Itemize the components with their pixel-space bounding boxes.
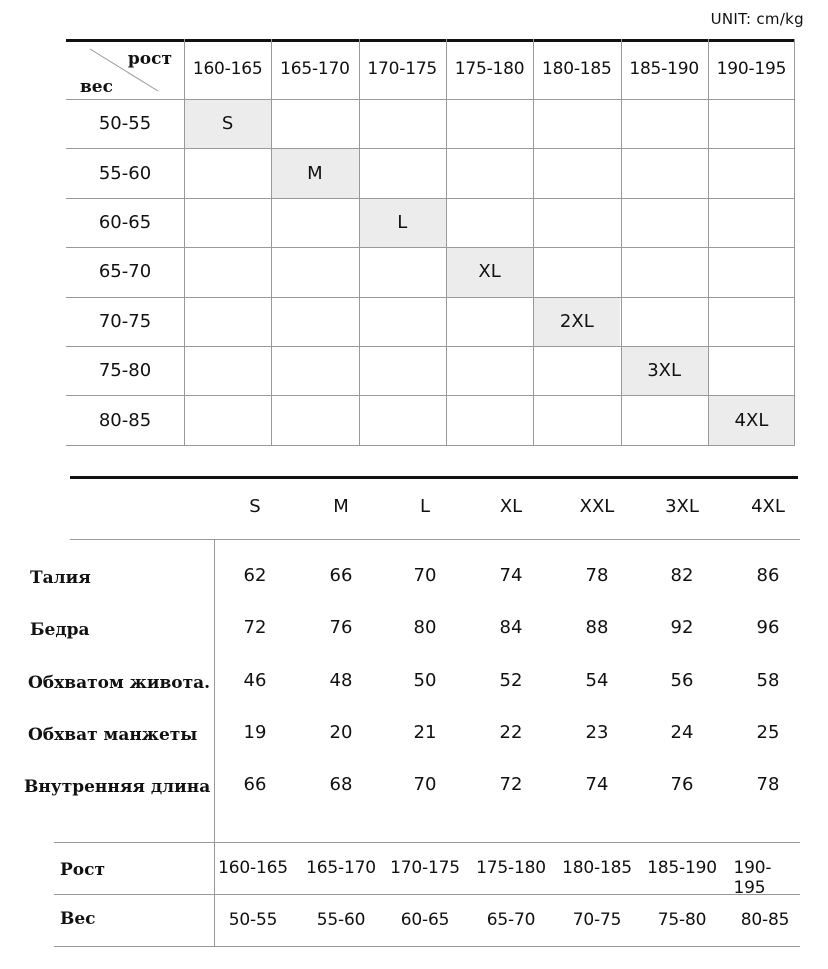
measurement-value: 80 (413, 617, 437, 638)
grid-row-divider (66, 395, 795, 396)
measurement-value: 22 (499, 722, 523, 743)
measurement-value: 54 (585, 670, 609, 691)
grid-height-header: 190-195 (716, 59, 787, 79)
bottom-weight-value: 60-65 (400, 910, 450, 930)
measurement-value: 78 (585, 565, 609, 586)
corner-diagonal-line (66, 39, 184, 99)
measurement-value: 68 (329, 774, 353, 795)
measurement-value: 92 (670, 617, 694, 638)
measurement-value: 48 (329, 670, 353, 691)
measurement-value: 76 (670, 774, 694, 795)
grid-empty-cell (271, 99, 358, 148)
measurement-label-divider (214, 539, 215, 846)
measurement-header-divider (70, 539, 800, 540)
grid-empty-cell (621, 247, 708, 296)
grid-empty-cell (359, 346, 446, 395)
grid-empty-cell (708, 198, 795, 247)
measurement-size-header: 3XL (665, 496, 699, 517)
bottom-height-value: 175-180 (476, 858, 546, 878)
grid-empty-cell (271, 198, 358, 247)
measurement-size-header: L (419, 496, 431, 517)
measurement-value: 88 (585, 617, 609, 638)
measurement-row-label: Обхватом живота. (28, 673, 211, 693)
grid-empty-cell (446, 346, 533, 395)
measurement-value: 62 (243, 565, 267, 586)
measurement-size-header: S (249, 496, 261, 517)
grid-empty-cell (359, 148, 446, 197)
corner-weight-label: вес (80, 77, 113, 97)
bottom-weight-value: 65-70 (486, 910, 536, 930)
grid-empty-cell (446, 198, 533, 247)
measurement-size-header: 4XL (751, 496, 785, 517)
grid-empty-cell (621, 148, 708, 197)
grid-empty-cell (271, 346, 358, 395)
grid-col-divider (359, 39, 360, 445)
measurement-top-border (70, 476, 798, 479)
grid-size-cell: 2XL (533, 297, 620, 346)
measurement-table (0, 476, 828, 846)
grid-col-divider (184, 39, 185, 445)
grid-row-divider (66, 99, 795, 100)
bottom-height-label: Рост (60, 860, 106, 880)
grid-size-cell: L (359, 198, 446, 247)
measurement-value: 24 (670, 722, 694, 743)
measurement-value: 70 (413, 565, 437, 586)
grid-weight-label: 65-70 (98, 261, 152, 283)
grid-empty-cell (359, 395, 446, 444)
grid-row-divider (66, 346, 795, 347)
measurement-value: 74 (585, 774, 609, 795)
bottom-weight-label: Вес (60, 909, 96, 929)
measurement-value: 78 (756, 774, 780, 795)
grid-row-divider (66, 445, 795, 446)
grid-empty-cell (184, 198, 271, 247)
grid-empty-cell (621, 297, 708, 346)
measurement-size-header: M (333, 496, 349, 517)
grid-height-header: 170-175 (367, 59, 438, 79)
grid-weight-label: 75-80 (98, 360, 152, 382)
grid-empty-cell (271, 395, 358, 444)
bottom-height-value: 160-165 (218, 858, 288, 878)
grid-empty-cell (359, 247, 446, 296)
grid-empty-cell (621, 198, 708, 247)
grid-empty-cell (533, 99, 620, 148)
grid-empty-cell (359, 297, 446, 346)
measurement-value: 74 (499, 565, 523, 586)
measurement-value: 70 (413, 774, 437, 795)
grid-col-divider (271, 39, 272, 445)
grid-empty-cell (271, 247, 358, 296)
grid-empty-cell (708, 346, 795, 395)
bottom-weight-value: 80-85 (740, 910, 790, 930)
bottom-top-divider (54, 842, 800, 843)
measurement-size-header: XXL (579, 496, 615, 517)
size-grid (66, 39, 795, 445)
measurement-value: 25 (756, 722, 780, 743)
grid-empty-cell (446, 99, 533, 148)
measurement-value: 21 (413, 722, 437, 743)
bottom-weight-value: 55-60 (316, 910, 366, 930)
measurement-value: 76 (329, 617, 353, 638)
bottom-height-value: 180-185 (562, 858, 632, 878)
grid-height-header: 180-185 (542, 59, 612, 79)
grid-empty-cell (708, 247, 795, 296)
measurement-value: 23 (585, 722, 609, 743)
measurement-row-label: Бедра (30, 620, 90, 640)
bottom-weight-value: 50-55 (228, 910, 278, 930)
bottom-middle-divider (54, 894, 800, 895)
measurement-value: 66 (243, 774, 267, 795)
grid-empty-cell (533, 148, 620, 197)
grid-empty-cell (533, 395, 620, 444)
grid-empty-cell (533, 247, 620, 296)
grid-empty-cell (184, 247, 271, 296)
bottom-end-divider (54, 946, 800, 947)
grid-col-divider (533, 39, 534, 445)
measurement-value: 46 (243, 670, 267, 691)
grid-empty-cell (708, 99, 795, 148)
grid-corner-cell (66, 39, 184, 99)
bottom-height-value: 185-190 (647, 858, 717, 878)
grid-row-divider (66, 148, 795, 149)
grid-col-divider (446, 39, 447, 445)
bottom-weight-value: 75-80 (657, 910, 707, 930)
measurement-value: 58 (756, 670, 780, 691)
measurement-row-label: Талия (30, 568, 91, 588)
grid-empty-cell (533, 346, 620, 395)
grid-empty-cell (446, 395, 533, 444)
grid-size-cell: S (184, 99, 271, 148)
measurement-value: 72 (499, 774, 523, 795)
grid-weight-label: 80-85 (98, 409, 152, 431)
grid-size-cell: M (271, 148, 358, 197)
grid-empty-cell (621, 99, 708, 148)
grid-weight-label: 70-75 (98, 310, 152, 332)
grid-empty-cell (271, 297, 358, 346)
grid-empty-cell (184, 346, 271, 395)
bottom-height-value: 170-175 (390, 858, 460, 878)
grid-row-divider (66, 247, 795, 248)
measurement-value: 20 (329, 722, 353, 743)
measurement-row-label: Обхват манжеты (28, 725, 198, 745)
measurement-value: 84 (499, 617, 523, 638)
grid-size-cell: 3XL (621, 346, 708, 395)
measurement-value: 56 (670, 670, 694, 691)
grid-empty-cell (446, 148, 533, 197)
measurement-value: 52 (499, 670, 523, 691)
bottom-weight-value: 70-75 (572, 910, 622, 930)
grid-col-divider (794, 39, 795, 445)
bottom-label-divider (214, 842, 215, 946)
measurement-size-header: XL (499, 496, 523, 517)
grid-empty-cell (708, 297, 795, 346)
unit-label: UNIT: cm/kg (710, 10, 804, 28)
measurement-value: 50 (413, 670, 437, 691)
grid-empty-cell (184, 395, 271, 444)
grid-height-header: 175-180 (454, 59, 525, 79)
grid-empty-cell (184, 297, 271, 346)
measurement-value: 86 (756, 565, 780, 586)
grid-size-cell: 4XL (708, 395, 795, 444)
grid-weight-label: 55-60 (98, 162, 152, 184)
grid-col-divider (708, 39, 709, 445)
bottom-height-value: 190-195 (733, 858, 772, 898)
grid-row-divider (66, 198, 795, 199)
grid-empty-cell (184, 148, 271, 197)
measurement-value: 96 (756, 617, 780, 638)
grid-empty-cell (533, 198, 620, 247)
measurement-value: 82 (670, 565, 694, 586)
grid-height-header: 185-190 (629, 59, 699, 79)
measurement-value: 72 (243, 617, 267, 638)
grid-empty-cell (621, 395, 708, 444)
grid-row-divider (66, 297, 795, 298)
measurement-value: 66 (329, 565, 353, 586)
grid-size-cell: XL (446, 247, 533, 296)
measurement-row-label: Внутренняя длина (24, 777, 211, 797)
grid-height-header: 165-170 (280, 59, 350, 79)
grid-weight-label: 50-55 (98, 113, 152, 135)
grid-col-divider (621, 39, 622, 445)
grid-empty-cell (359, 99, 446, 148)
grid-weight-label: 60-65 (98, 211, 152, 233)
grid-height-header: 160-165 (192, 59, 263, 79)
measurement-value: 19 (243, 722, 267, 743)
bottom-height-value: 165-170 (306, 858, 376, 878)
grid-empty-cell (446, 297, 533, 346)
corner-height-label: рост (127, 49, 172, 69)
grid-empty-cell (708, 148, 795, 197)
